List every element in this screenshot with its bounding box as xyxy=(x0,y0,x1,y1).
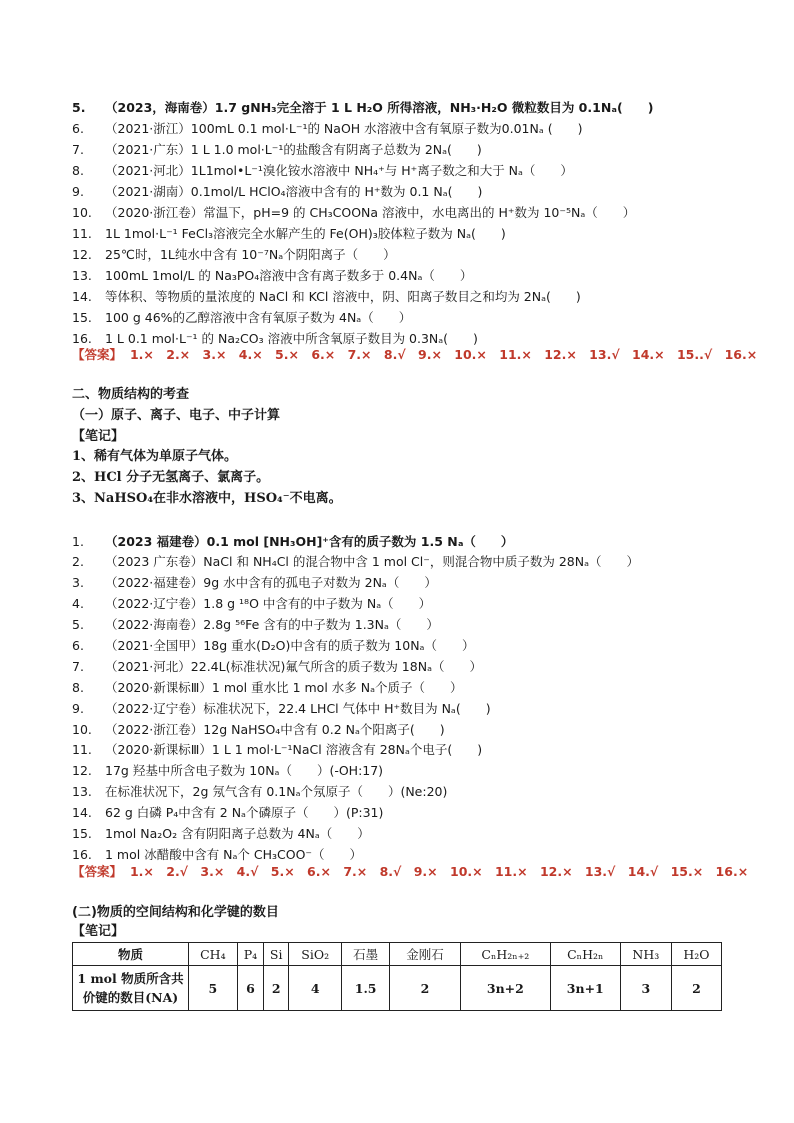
question-text: （2022·辽宁卷）1.8 g ¹⁸O 中含有的中子数为 Nₐ（ ） xyxy=(105,596,432,611)
question-text: 1 mol 冰醋酸中含有 Nₐ个 CH₃COO⁻（ ） xyxy=(105,847,363,862)
question-line xyxy=(72,575,437,591)
question-text: （2021·湖南）0.1mol/L HClO₄溶液中含有的 H⁺数为 0.1 Nₐ( ) xyxy=(105,184,483,199)
question-number: 12. xyxy=(72,247,92,262)
question-line xyxy=(72,659,482,675)
answer-label: 【答案】 xyxy=(72,347,123,362)
question-number: 10. xyxy=(72,205,92,220)
table-cell: 2 xyxy=(671,966,721,1011)
table-header-cell: H₂O xyxy=(671,943,721,966)
question-line xyxy=(72,163,573,179)
question-line xyxy=(72,142,482,158)
table-row xyxy=(73,966,722,1011)
question-number: 16. xyxy=(72,847,92,862)
answer-values: 1.× 2.√ 3.× 4.√ 5.× 6.× 7.× 8.√ 9.× 10.× 11.× 12.× 13.√ 14.√ 15.× 16.× xyxy=(129,864,749,879)
question-text: 25℃时，1L纯水中含有 10⁻⁷Nₐ个阴阳离子（ ） xyxy=(105,247,396,262)
question-text: 在标准状况下，2g 氖气含有 0.1Nₐ个氖原子（ ）(Ne:20) xyxy=(105,784,448,799)
table-header-cell: 金刚石 xyxy=(390,943,461,966)
table-header-cell: CH₄ xyxy=(189,943,238,966)
question-line xyxy=(72,763,383,779)
question-line xyxy=(72,247,396,263)
question-line xyxy=(72,680,463,696)
question-text: （2022·辽宁卷）标准状况下，22.4 LHCl 气体中 H⁺数目为 Nₐ( ) xyxy=(105,701,491,716)
question-line xyxy=(72,184,482,200)
question-text: 等体积、等物质的量浓度的 NaCl 和 KCl 溶液中，阴、阳离子数目之和均为 2Nₐ( ) xyxy=(105,289,581,304)
question-number: 9. xyxy=(72,184,84,199)
question-number: 13. xyxy=(72,784,92,799)
question-number: 14. xyxy=(72,289,92,304)
question-text: （2020·新课标Ⅲ）1 L 1 mol·L⁻¹NaCl 溶液含有 28Nₐ个电子( ) xyxy=(105,742,483,757)
answer-line xyxy=(72,347,757,363)
question-number: 15. xyxy=(72,310,92,325)
question-line xyxy=(72,331,478,347)
table-header-cell: NH₃ xyxy=(620,943,671,966)
table-cell: 2 xyxy=(264,966,289,1011)
question-line xyxy=(72,722,445,738)
question-line xyxy=(72,742,482,758)
table-header-cell: 石墨 xyxy=(342,943,390,966)
question-line xyxy=(72,701,491,717)
question-text: 62 g 白磷 P₄中含有 2 Nₐ个磷原子（ ）(P:31) xyxy=(105,805,384,820)
question-number: 16. xyxy=(72,331,92,346)
question-number: 15. xyxy=(72,826,92,841)
table-cell: 5 xyxy=(189,966,238,1011)
question-text: （2021·河北）22.4L(标准状况)氟气所含的质子数为 18Nₐ（ ） xyxy=(105,659,482,674)
note-item: 2、HCl 分子无氢离子、氯离子。 xyxy=(72,470,270,485)
question-line xyxy=(72,310,411,326)
question-number: 6. xyxy=(72,638,84,653)
table-header-cell: SiO₂ xyxy=(289,943,342,966)
question-number: 5. xyxy=(72,100,86,115)
question-number: 10. xyxy=(72,722,92,737)
question-number: 1. xyxy=(72,534,84,549)
table-header-row xyxy=(73,943,722,966)
question-number: 8. xyxy=(72,680,84,695)
question-line xyxy=(72,784,447,800)
answer-values: 1.× 2.× 3.× 4.× 5.× 6.× 7.× 8.√ 9.× 10.× 11.× 12.× 13.√ 14.× 15..√ 16.× xyxy=(129,347,758,362)
question-line xyxy=(72,268,472,284)
question-number: 9. xyxy=(72,701,84,716)
question-number: 6. xyxy=(72,121,84,136)
question-text: 100mL 1mol/L 的 Na₃PO₄溶液中含有离子数多于 0.4Nₐ（ ） xyxy=(105,268,473,283)
question-number: 2. xyxy=(72,554,84,569)
question-text: （2023，海南卷）1.7 gNH₃完全溶于 1 L H₂O 所得溶液，NH₃·H₂O 微粒数目为 0.1Nₐ( ) xyxy=(105,100,654,115)
question-text: （2020·新课标Ⅲ）1 mol 重水比 1 mol 水多 Nₐ个质子（ ） xyxy=(105,680,463,695)
table-cell: 3 xyxy=(620,966,671,1011)
question-line xyxy=(72,534,513,550)
table-header-cell: Si xyxy=(264,943,289,966)
note-item: 1、稀有气体为单原子气体。 xyxy=(72,449,238,464)
question-text: 17g 羟基中所含电子数为 10Nₐ（ ）(-OH:17) xyxy=(105,763,384,778)
question-number: 13. xyxy=(72,268,92,283)
table-cell: 6 xyxy=(237,966,264,1011)
question-number: 11. xyxy=(72,742,92,757)
question-line xyxy=(72,100,653,116)
question-text: 100 g 46%的乙醇溶液中含有氧原子数为 4Nₐ（ ） xyxy=(105,310,412,325)
question-number: 4. xyxy=(72,596,84,611)
table-cell: 3n+2 xyxy=(460,966,550,1011)
note-item: 3、NaHSO₄在非水溶液中，HSO₄⁻不电离。 xyxy=(72,491,342,506)
question-line xyxy=(72,289,581,305)
table-header-cell: P₄ xyxy=(237,943,264,966)
question-text: （2023 福建卷）0.1 mol [NH₃OH]⁺含有的质子数为 1.5 Nₐ（ ） xyxy=(105,534,514,549)
question-line xyxy=(72,205,635,221)
bond-count-table xyxy=(72,942,722,1011)
question-text: （2020·浙江卷）常温下，pH=9 的 CH₃COONa 溶液中，水电离出的 H⁺数为 10⁻⁵Nₐ（ ） xyxy=(105,205,636,220)
note-label: 【笔记】 xyxy=(72,429,125,444)
question-number: 11. xyxy=(72,226,92,241)
question-line xyxy=(72,554,639,570)
answer-label: 【答案】 xyxy=(72,864,123,879)
question-text: （2022·浙江卷）12g NaHSO₄中含有 0.2 Nₐ个阳离子( ) xyxy=(105,722,445,737)
table-cell: 2 xyxy=(390,966,461,1011)
question-text: （2021·广东）1 L 1.0 mol·L⁻¹的盐酸含有阴离子总数为 2Nₐ( ) xyxy=(105,142,482,157)
question-text: （2021·河北）1L1mol•L⁻¹溴化铵水溶液中 NH₄⁺与 H⁺离子数之和大于 Nₐ（ ） xyxy=(105,163,573,178)
question-text: 1 L 0.1 mol·L⁻¹ 的 Na₂CO₃ 溶液中所含氧原子数目为 0.3Nₐ( ) xyxy=(105,331,478,346)
section-title: (二)物质的空间结构和化学键的数目 xyxy=(72,905,279,920)
question-number: 7. xyxy=(72,142,84,157)
section-subtitle: （一）原子、离子、电子、中子计算 xyxy=(72,408,281,423)
question-text: （2021·全国甲）18g 重水(D₂O)中含有的质子数为 10Nₐ（ ） xyxy=(105,638,475,653)
question-number: 8. xyxy=(72,163,84,178)
answer-line xyxy=(72,864,748,880)
section-title: 二、物质结构的考查 xyxy=(72,387,190,402)
question-number: 12. xyxy=(72,763,92,778)
question-line xyxy=(72,617,439,633)
question-number: 5. xyxy=(72,617,84,632)
question-line xyxy=(72,638,474,654)
question-line xyxy=(72,596,431,612)
question-line xyxy=(72,121,582,137)
table-header-label: 物质 xyxy=(73,943,189,966)
question-text: （2022·福建卷）9g 水中含有的孤电子对数为 2Nₐ（ ） xyxy=(105,575,437,590)
table-cell: 3n+1 xyxy=(550,966,620,1011)
table-row-label: 1 mol 物质所含共价键的数目(NA) xyxy=(73,966,189,1011)
question-number: 7. xyxy=(72,659,84,674)
question-line xyxy=(72,847,362,863)
question-line xyxy=(72,805,383,821)
question-text: （2022·海南卷）2.8g ⁵⁶Fe 含有的中子数为 1.3Nₐ（ ） xyxy=(105,617,439,632)
table-header-cell: CₙH₂ₙ₊₂ xyxy=(460,943,550,966)
question-text: 1mol Na₂O₂ 含有阴阳离子总数为 4Nₐ（ ） xyxy=(105,826,370,841)
note-label: 【笔记】 xyxy=(72,924,125,939)
table-header-cell: CₙH₂ₙ xyxy=(550,943,620,966)
question-line xyxy=(72,226,506,242)
question-number: 14. xyxy=(72,805,92,820)
table-cell: 4 xyxy=(289,966,342,1011)
question-text: （2021·浙江）100mL 0.1 mol·L⁻¹的 NaOH 水溶液中含有氧原子数为0.01Nₐ ( ) xyxy=(105,121,583,136)
question-text: （2023 广东卷）NaCl 和 NH₄Cl 的混合物中含 1 mol Cl⁻，则混合物中质子数为 28Nₐ（ ） xyxy=(105,554,639,569)
question-line xyxy=(72,826,370,842)
table-cell: 1.5 xyxy=(342,966,390,1011)
question-number: 3. xyxy=(72,575,84,590)
question-text: 1L 1mol·L⁻¹ FeCl₃溶液完全水解产生的 Fe(OH)₃胶体粒子数为 Nₐ( ) xyxy=(105,226,506,241)
